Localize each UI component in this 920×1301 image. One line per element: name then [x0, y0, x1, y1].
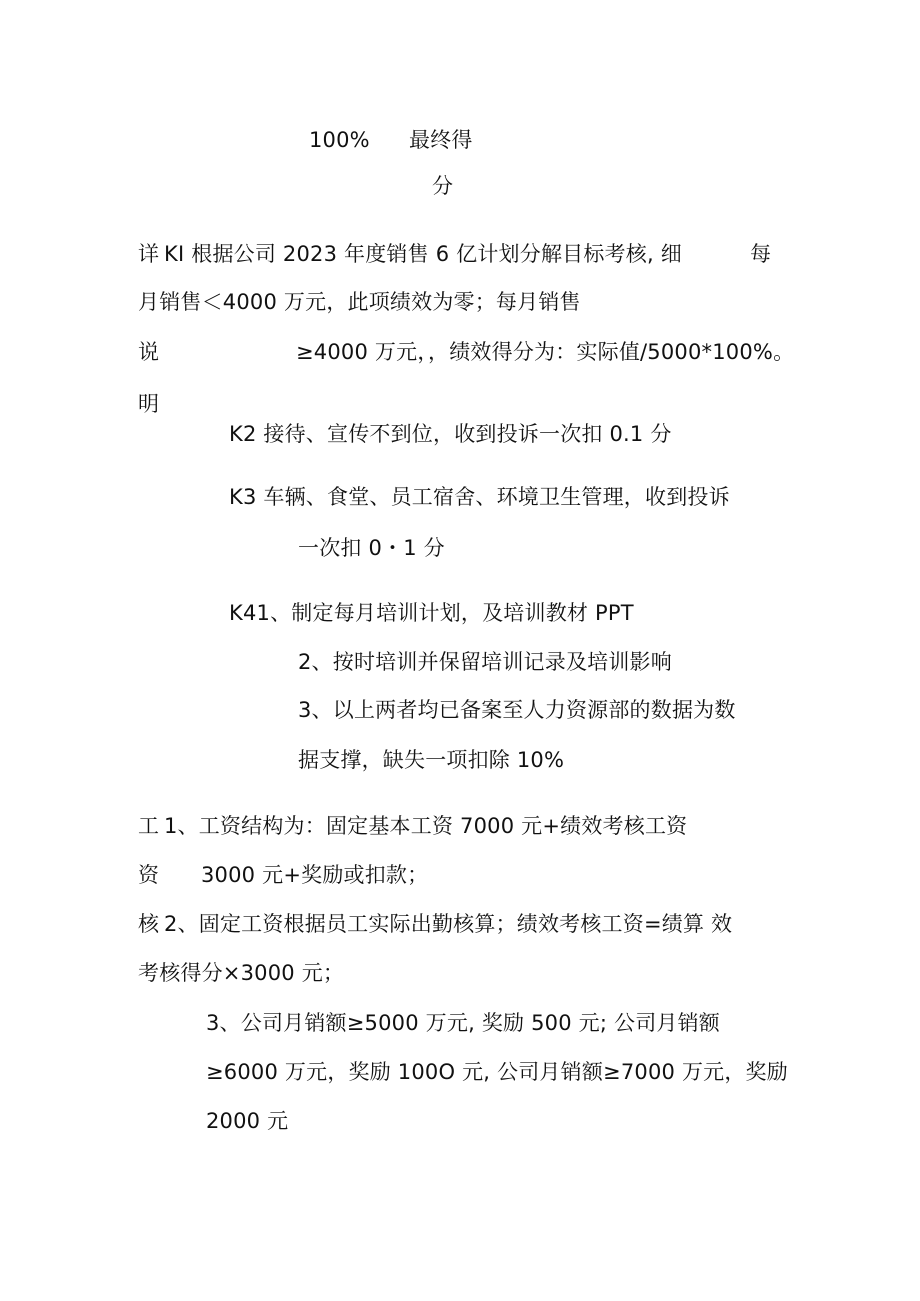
k4-item3-text-line2: 据支撑，缺失一项扣除 10% — [298, 748, 565, 772]
k1-text-line3: ≥4000 万元，，绩效得分为：实际值/5000*100%。 — [296, 340, 795, 364]
salary-label-char-1: 工 — [138, 814, 160, 838]
k4-item1-text: K41、制定每月培训计划，及培训教材 PPT — [229, 601, 634, 625]
salary-item1-line2: 3000 元+奖励或扣款； — [201, 863, 429, 887]
salary-item3-line3: 2000 元 — [206, 1109, 289, 1133]
salary-item3-line2: ≥6000 万元，奖励 100O 元, 公司月销额≥7000 万元，奖励 — [206, 1060, 788, 1084]
percent-label: 100% — [309, 128, 370, 152]
detail-label-char-1: 详 — [138, 242, 160, 266]
k3-text-line2: 一次扣 0・1 分 — [298, 536, 445, 560]
k3-text-line1: K3 车辆、食堂、员工宿舍、环境卫生管理，收到投诉 — [229, 485, 730, 509]
salary-label-char-3: 核 — [138, 912, 160, 936]
k1-text-line1-tail: 每 — [750, 242, 772, 266]
salary-item2-line2: 考核得分×3000 元； — [138, 961, 345, 985]
detail-label-char-3: 明 — [138, 392, 160, 416]
final-score-label-line2: 分 — [432, 174, 454, 198]
salary-label-char-2: 资 — [138, 863, 160, 887]
salary-item2-line1: 2、固定工资根据员工实际出勤核算；绩效考核工资=绩算 效 — [164, 912, 733, 936]
k1-text-line1: KI 根据公司 2023 年度销售 6 亿计划分解目标考核, 细 — [164, 242, 682, 266]
k2-text: K2 接待、宣传不到位，收到投诉一次扣 0.1 分 — [229, 422, 672, 446]
final-score-label-line1: 最终得 — [409, 128, 473, 152]
salary-item3-line1: 3、公司月销额≥5000 万元, 奖励 500 元; 公司月销额 — [206, 1011, 721, 1035]
k1-text-line2: 月销售＜4000 万元，此项绩效为零；每月销售 — [138, 290, 581, 314]
k4-item2-text: 2、按时培训并保留培训记录及培训影响 — [298, 650, 672, 674]
salary-item1-line1: 1、工资结构为：固定基本工资 7000 元+绩效考核工资 — [164, 814, 688, 838]
detail-label-char-2: 说 — [138, 340, 160, 364]
k4-item3-text-line1: 3、以上两者均已备案至人力资源部的数据为数 — [298, 698, 736, 722]
